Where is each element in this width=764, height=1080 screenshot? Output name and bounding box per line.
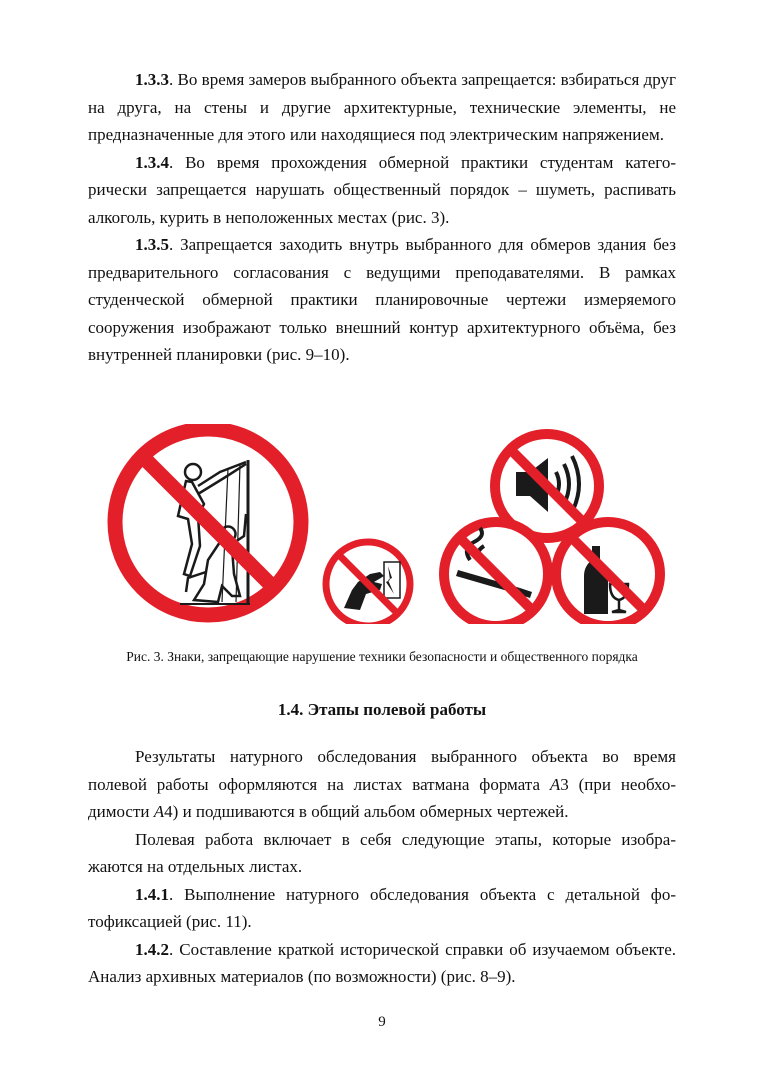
clause-number: 1.3.3	[135, 70, 169, 89]
paragraph-stages	[88, 826, 676, 881]
prohibition-signs-figure	[100, 424, 680, 624]
paragraph-text: . Во время замеров выбранного объекта запрещается: взбираться друг на друга, на стены и другие архитектурные, технические элементы, не предназначенные для этого или находящиеся под электрическим напряжением.	[88, 70, 676, 144]
paragraph-text: . Во время прохождения обмерной практики студентам категорически запрещается нарушать общественный порядок – шуметь, распивать алкоголь, курить в неположенных местах (рис. 3).	[88, 152, 676, 227]
no-touching-electric-sign	[326, 542, 410, 624]
bottom-text-block	[88, 743, 676, 991]
format-letter: А	[549, 774, 561, 794]
paragraph-results	[88, 743, 676, 826]
paragraph-text: 3 (при необходимости	[88, 774, 676, 821]
no-climbing-sign	[115, 429, 301, 615]
paragraph-text: Результаты натурного обследования выбранного объекта во время полевой работы оформляются на листах ватмана формата	[88, 747, 676, 794]
no-alcohol-sign	[556, 522, 660, 624]
paragraph-text: Полевая работа включает в себя следующие этапы, которые изображаются на отдельных листах.	[88, 829, 676, 876]
section-title: 1.4. Этапы полевой работы	[277, 700, 487, 719]
figure-caption: Рис. 3. Знаки, запрещающие нарушение техники безопасности и общественного порядка	[126, 649, 638, 664]
paragraph-text: . Выполнение натурного обследования объекта с детальной фотофиксацией (рис. 11).	[88, 884, 676, 931]
paragraph-text: 4) и подшиваются в общий альбом обмерных чертежей.	[164, 802, 569, 821]
clause-number: 1.3.5	[135, 235, 169, 254]
clause-number: 1.4.1	[135, 884, 169, 904]
paragraph-1-3-4	[88, 149, 676, 232]
clause-number: 1.4.2	[135, 939, 169, 959]
page-number: 9	[378, 1014, 386, 1030]
paragraph-1-3-5	[88, 231, 676, 369]
format-letter: А	[153, 802, 165, 821]
top-text-block	[88, 66, 676, 369]
clause-number: 1.3.4	[135, 152, 169, 172]
paragraph-1-4-1	[88, 881, 676, 936]
paragraph-1-3-3	[88, 66, 676, 149]
paragraph-1-4-2	[88, 936, 676, 991]
paragraph-text: . Составление краткой исторической справки об изучаемом объекте. Анализ архивных материалов (по возможности) (рис. 8–9).	[88, 939, 676, 986]
no-smoking-sign	[444, 522, 548, 624]
paragraph-text: . Запрещается заходить внутрь выбранного для обмеров здания без предварительного согласования с ведущими преподавателями. В рамках студенческой обмерной практики планировочные чертежи измеряемого сооружения изображают только внешний контур архитектурного объёма, без внутренней планировки (рис. 9–10).	[88, 235, 676, 364]
